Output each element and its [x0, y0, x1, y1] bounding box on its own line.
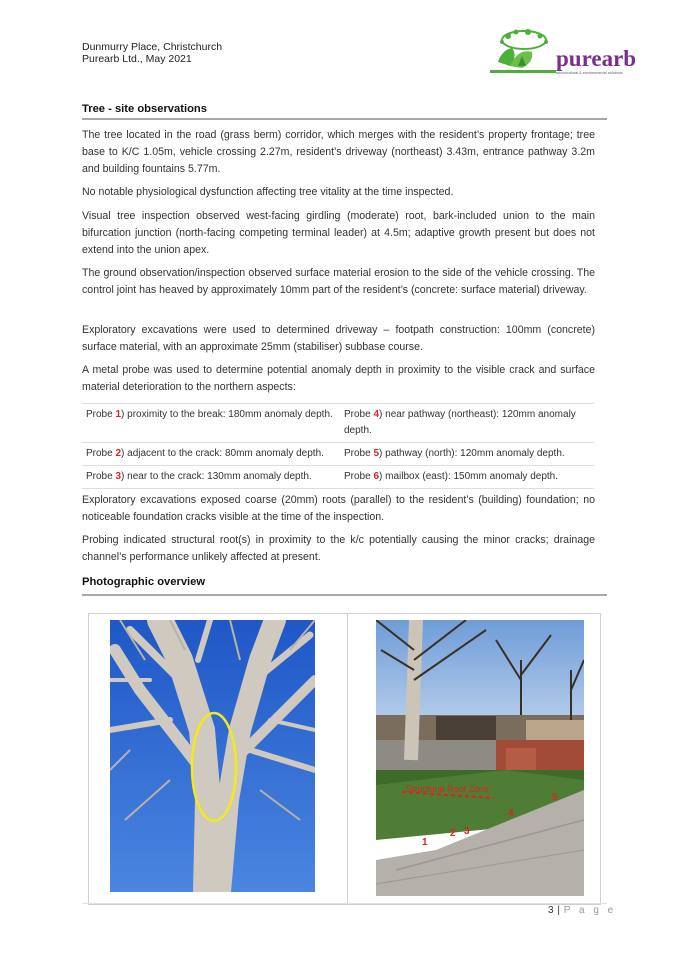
footer-rule: [82, 903, 607, 904]
section-title-photographic-overview: Photographic overview: [82, 576, 206, 588]
logo-wordmark: purearb: [556, 46, 637, 71]
page-separator: |: [554, 905, 564, 916]
probe-cell: Probe 3) near to the crack: 130mm anomaly depth.: [82, 466, 340, 489]
paragraph-vitality: No notable physiological dysfunction affecting tree vitality at the time inspected.: [82, 186, 454, 198]
page-word: P a g e: [563, 905, 617, 916]
page-number: 3: [548, 905, 555, 916]
probe-marker: 1: [422, 837, 428, 848]
probe-marker: 3: [464, 826, 470, 837]
probe-cell: Probe 2) adjacent to the crack: 80mm anomaly depth.: [82, 443, 340, 466]
paragraph-visual-inspection: Visual tree inspection observed west-facing girdling (moderate) root, bark-included union to the main bifurcation junction (north-facing competing terminal leader) at 4.5m; adaptive growth present but does not extend into the union apex.: [82, 210, 595, 256]
probe-cell: Probe 6) mailbox (east): 150mm anomaly depth.: [340, 466, 594, 489]
document-header: [82, 41, 222, 65]
paragraph-ground-observation: The ground observation/inspection observed surface material erosion to the side of the vehicle crossing. The control joint has heaved by approximately 10mm part of the resident’s (concrete: surface material) driveway.: [82, 267, 595, 296]
paragraph-metal-probe: A metal probe was used to determine potential anomaly depth in proximity to the visible crack and surface material deterioration to the northern aspects:: [82, 364, 595, 393]
probe-table: [82, 403, 594, 489]
header-location: Dunmurry Place, Christchurch: [82, 41, 223, 53]
header-company-date: Purearb Ltd., May 2021: [82, 53, 192, 65]
root-zone-label: Structural Root Zone: [406, 784, 490, 794]
probe-cell: Probe 5) pathway (north): 120mm anomaly depth.: [340, 443, 594, 466]
street-view-photo: [376, 620, 584, 896]
paragraph-tree-location: The tree located in the road (grass berm) corridor, which merges with the resident’s property frontage; tree base to K/C 1.05m, vehicle crossing 2.27m, resident’s driveway (northeast) 3.43m, entrance pathway 3.2m and building fountains 5.77m.: [82, 129, 595, 175]
probe-cell: Probe 1) proximity to the break: 180mm anomaly depth.: [82, 404, 340, 443]
section-rule: [82, 594, 607, 596]
photo-divider: [347, 613, 348, 904]
paragraph-exploratory-excavations: Exploratory excavations were used to determined driveway – footpath construction: 100mm (concrete) surface material, with an approximate 25mm (stabiliser) subbase course.: [82, 324, 595, 353]
table-row: [82, 466, 594, 489]
probe-cell: Probe 4) near pathway (northeast): 120mm anomaly depth.: [340, 404, 594, 443]
page-number-footer: [548, 905, 616, 916]
paragraph-roots-foundation: Exploratory excavations exposed coarse (20mm) roots (parallel) to the resident’s (building) foundation; no noticeable foundation cracks visible at the time of the inspection.: [82, 494, 595, 523]
probe-marker: 5: [552, 792, 558, 803]
section-rule: [82, 118, 607, 120]
section-title-site-observations: Tree - site observations: [82, 103, 207, 115]
paragraph-probing-result: Probing indicated structural root(s) in proximity to the k/c potentially causing the minor cracks; drainage channel’s performance unlikely affected at present.: [82, 534, 595, 563]
tree-canopy-photo: [110, 620, 315, 892]
table-row: [82, 404, 594, 443]
table-row: [82, 443, 594, 466]
logo-tagline: arboricultural & environmental solutions: [556, 71, 623, 75]
probe-marker: 2: [450, 828, 456, 839]
probe-marker: 4: [508, 808, 514, 819]
